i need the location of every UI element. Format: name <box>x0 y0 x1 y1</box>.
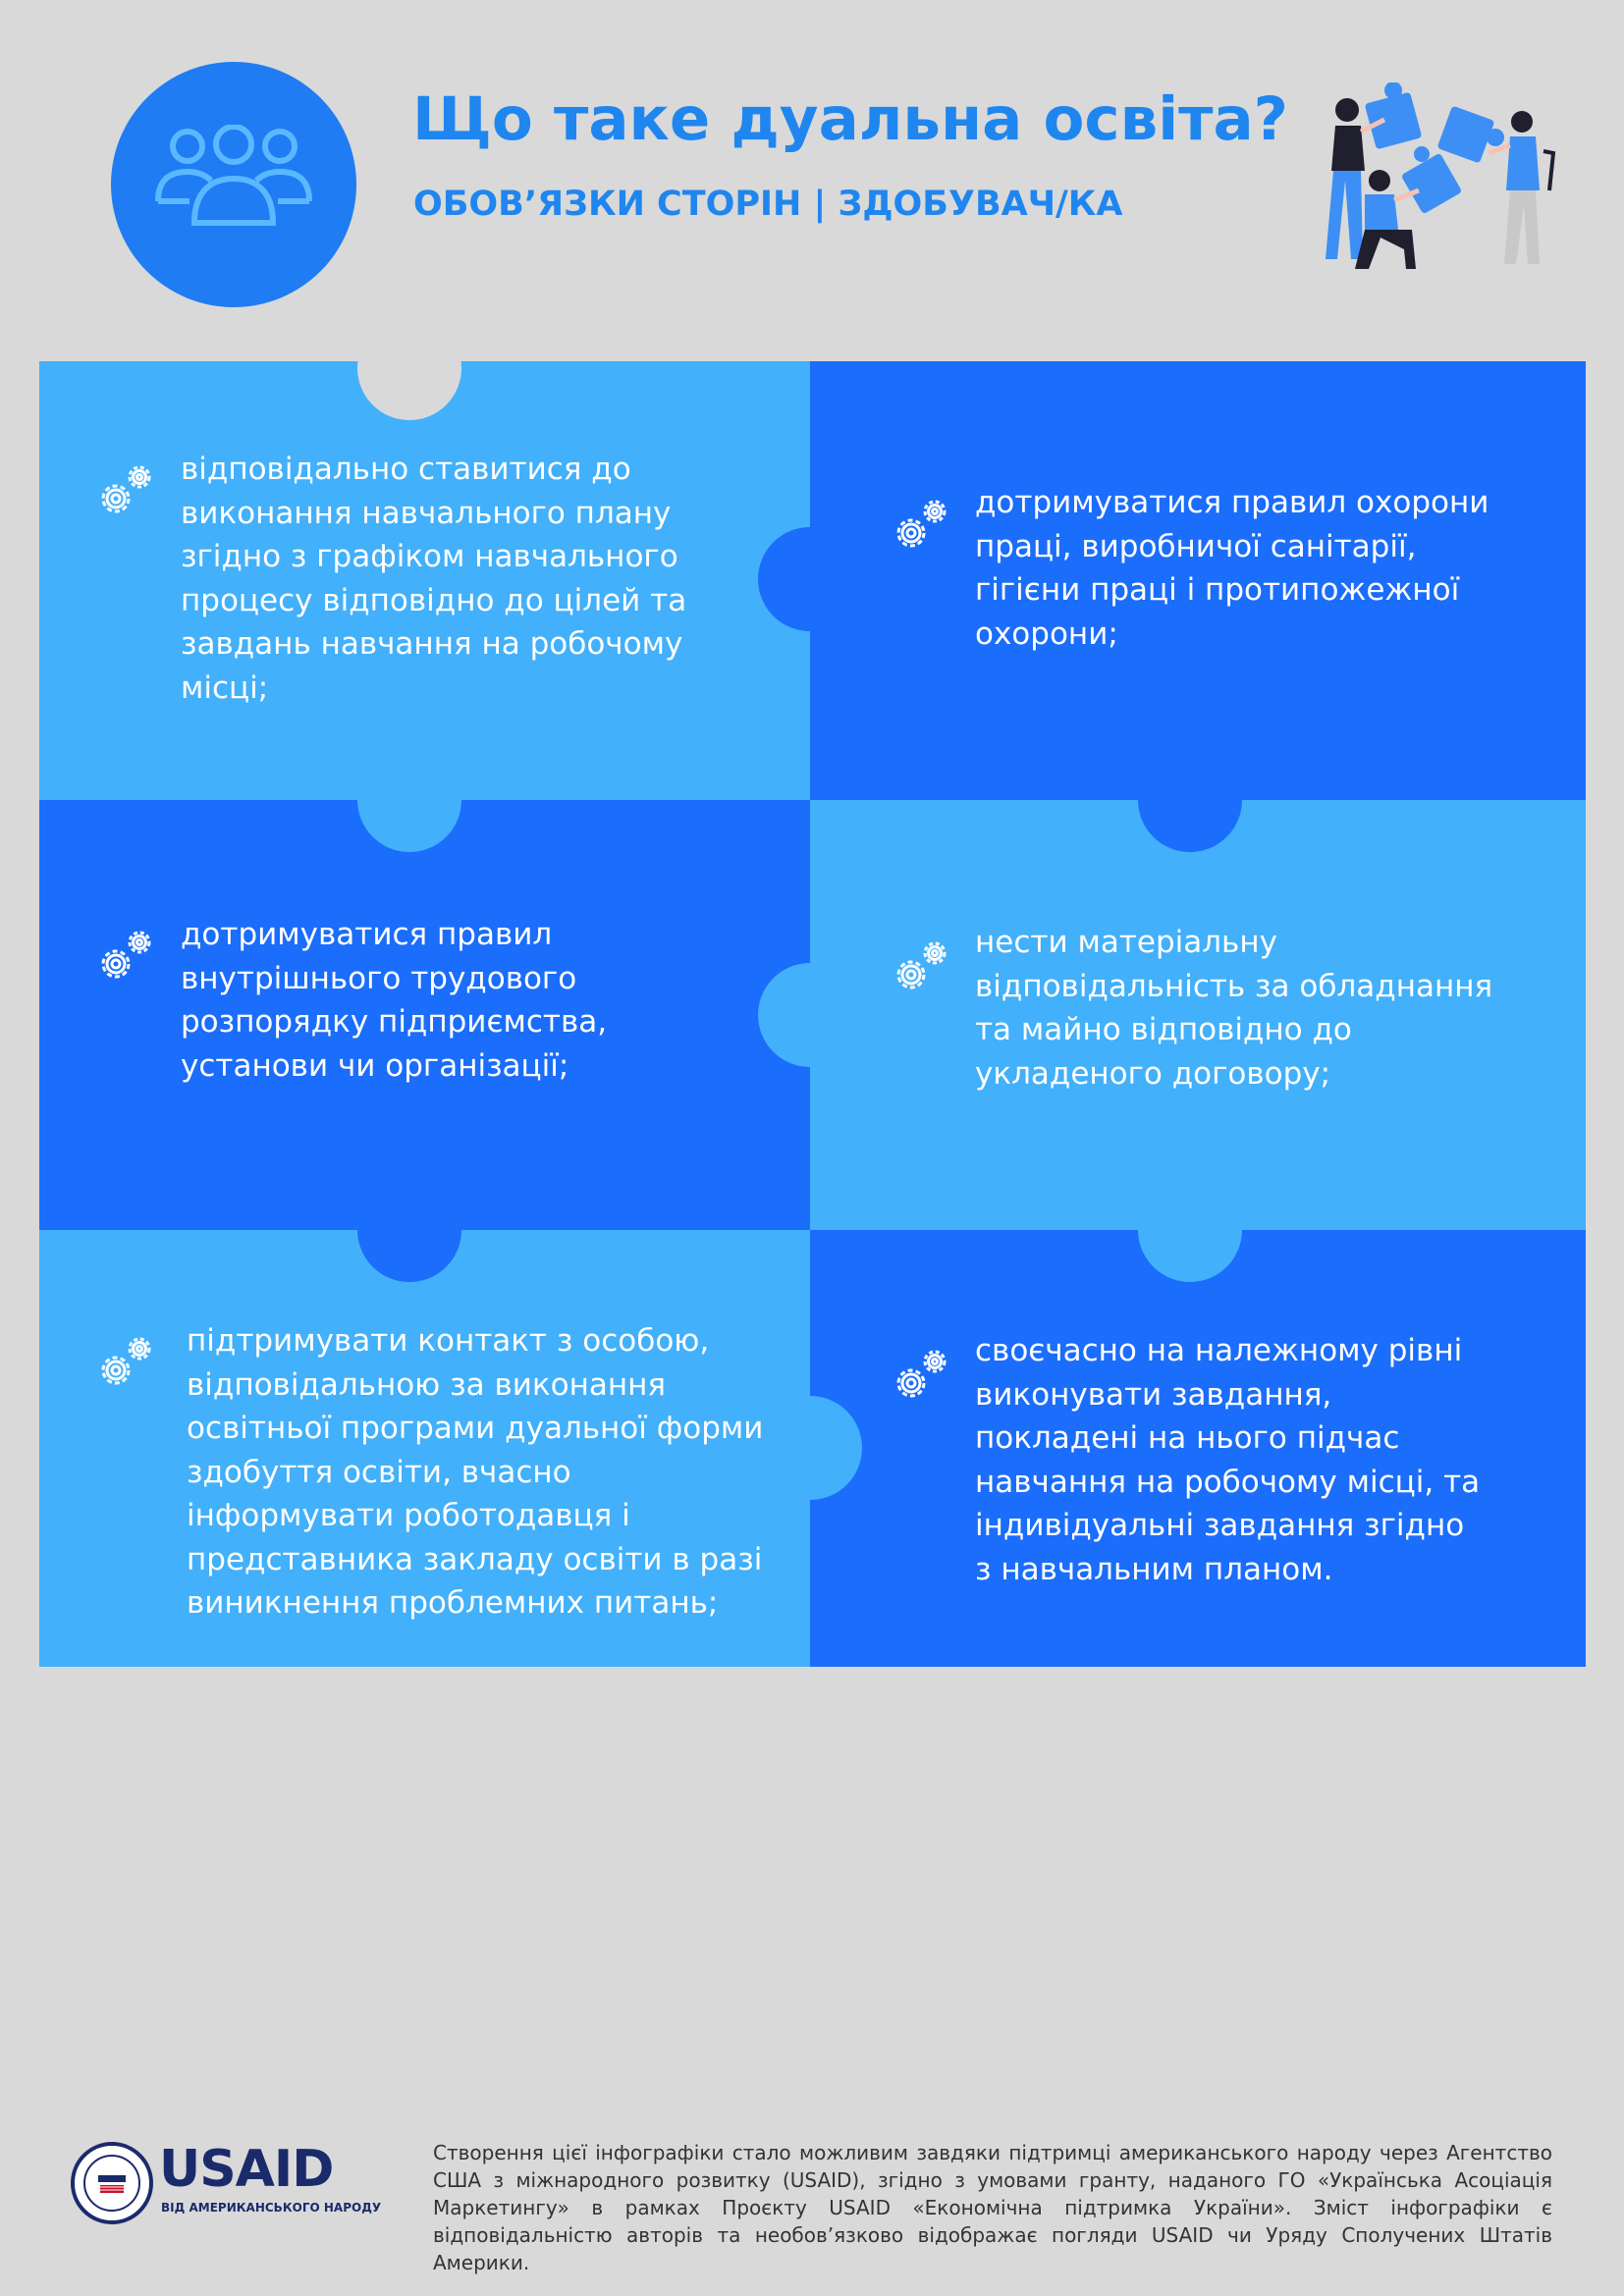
usaid-wordmark: USAID <box>159 2140 334 2199</box>
usaid-seal-icon <box>71 2142 153 2224</box>
footer-disclaimer: Створення цієї інфографіки стало можливим завдяки підтримці американського народу через Агентство США з міжнародного розвитку (USAID), згідно з умовами гранту, наданого ГО «Українська Асоціація Маркетингу» в рамках Проєкту USAID «Економічна підтримка України». Зміст інфографіки є відповідальністю авторів та необов’язково відображає погляди USAID чи Уряду Сполучених Штатів Америки. <box>433 2141 1552 2274</box>
puzzle-knob-7 <box>758 1396 862 1500</box>
gears-icon <box>888 494 952 559</box>
puzzle-knob-1 <box>758 527 862 631</box>
puzzle-knob-3 <box>1138 748 1242 852</box>
puzzle-knob-2 <box>357 748 461 852</box>
gears-icon <box>92 1331 157 1396</box>
puzzle-knob-6 <box>1138 1178 1242 1282</box>
puzzle-notch-top <box>357 316 461 420</box>
gears-icon <box>888 935 952 1000</box>
puzzle-knob-4 <box>758 963 862 1067</box>
duty-text-2: дотримуватися правил охорони праці, виробничої санітарії, гігієни праці і протипожежної охорони; <box>975 485 1489 652</box>
duty-text-1: відповідально ставитися до виконання навчального плану згідно з графіком навчального процесу відповідно до цілей та завдань навчання на робочому місці; <box>181 452 687 706</box>
usaid-logo <box>71 2140 382 2230</box>
duty-text-6: своєчасно на належному рівні виконувати завдання, покладені на нього підчас навчання на робочому місці, та індивідуальні завдання згідно з навчальним планом. <box>975 1333 1481 1587</box>
gears-icon <box>888 1344 952 1409</box>
gears-icon <box>92 925 157 989</box>
page-title: Що таке дуальна освіта? <box>412 84 1289 154</box>
duty-text-3: дотримуватися правил внутрішнього трудового розпорядку підприємства, установи чи організації; <box>181 917 608 1084</box>
page-subtitle: ОБОВ’ЯЗКИ СТОРІН | ЗДОБУВАЧ/КА <box>413 185 1123 224</box>
puzzle-knob-5 <box>357 1178 461 1282</box>
duty-text-4: нести матеріальну відповідальність за обладнання та майно відповідно до укладеного договору; <box>975 925 1493 1092</box>
gears-icon <box>92 459 157 524</box>
duty-text-5: підтримувати контакт з особою, відповідальною за виконання освітньої програми дуальної форми здобуття освіти, вчасно інформувати роботодавця і представника закладу освіти в разі виникнення проблемних питань; <box>187 1323 764 1621</box>
usaid-tagline: ВІД АМЕРИКАНСЬКОГО НАРОДУ <box>161 2201 382 2215</box>
